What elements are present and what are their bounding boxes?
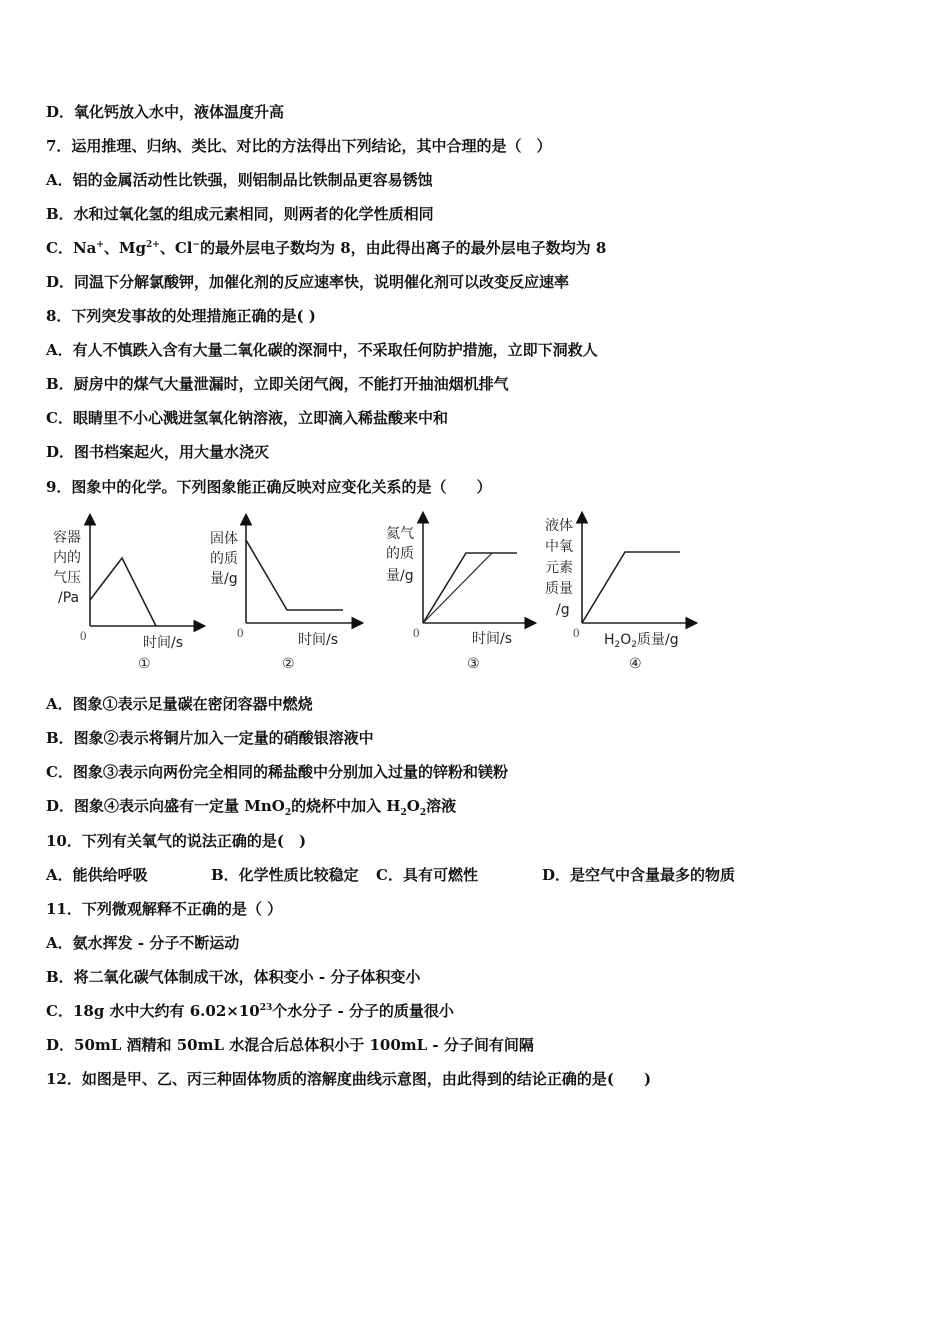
ylabel-line: 气压	[53, 570, 81, 586]
graph-1	[90, 516, 203, 626]
text: O	[406, 797, 420, 815]
graph-2	[246, 516, 361, 623]
q7-option-b: B．水和过氧化氢的组成元素相同，则两者的化学性质相同	[46, 205, 434, 223]
ylabel-line: 质量	[545, 581, 573, 597]
text: 个水分子 - 分子的质量很小	[272, 1002, 454, 1020]
graph-3	[423, 514, 534, 623]
text: C．Na	[46, 239, 97, 257]
ylabel-line: 的质	[386, 546, 414, 562]
subscript: 2	[419, 808, 427, 818]
question-10: 10．下列有关氧气的说法正确的是( )	[46, 832, 307, 850]
curve	[582, 552, 680, 623]
subscript: 2	[631, 640, 638, 650]
ylabel-line: 量/g	[210, 571, 238, 587]
q7-option-d: D．同温下分解氯酸钾，加催化剂的反应速率快，说明催化剂可以改变反应速率	[46, 273, 570, 291]
question-7: 7．运用推理、归纳、类比、对比的方法得出下列结论，其中合理的是（ ）	[46, 137, 552, 155]
q11-option-c	[46, 1001, 454, 1021]
question-11: 11．下列微观解释不正确的是（ ）	[46, 900, 283, 918]
q8-option-d: D．图书档案起火，用大量水浇灭	[46, 443, 270, 461]
text: 溶液	[426, 797, 457, 815]
caption: ④	[629, 656, 642, 672]
text: C．18g 水中大约有 6.02×10	[46, 1002, 260, 1020]
ylabel-line: 氦气	[386, 526, 414, 542]
q9-option-b: B．图象②表示将铜片加入一定量的硝酸银溶液中	[46, 729, 374, 747]
q9-option-c: C．图象③表示向两份完全相同的稀盐酸中分别加入过量的锌粉和镁粉	[46, 763, 508, 781]
ylabel-line: /g	[556, 602, 570, 618]
ylabel-line: 中氧	[545, 539, 573, 555]
xlabel: 时间/s	[143, 635, 184, 651]
q11-option-d: D．50mL 酒精和 50mL 水混合后总体积小于 100mL - 分子间有间隔	[46, 1036, 534, 1054]
q11-option-b: B．将二氧化碳气体制成干冰，体积变小 - 分子体积变小	[46, 968, 421, 986]
question-8: 8．下列突发事故的处理措施正确的是( )	[46, 307, 316, 325]
caption: ③	[467, 656, 480, 672]
curve-fast	[423, 553, 517, 623]
ylabel-line: 的质	[210, 551, 238, 567]
q8-option-b: B．厨房中的煤气大量泄漏时，立即关闭气阀，不能打开抽油烟机排气	[46, 375, 509, 393]
question-9: 9．图象中的化学。下列图象能正确反映对应变化关系的是（ ）	[46, 478, 492, 496]
superscript: 23	[259, 1003, 273, 1013]
curve	[90, 558, 156, 626]
ylabel-line: 容器	[53, 530, 81, 546]
q8-option-a: A．有人不慎跌入含有大量二氧化碳的深洞中，不采取任何防护措施，立即下洞救人	[46, 341, 598, 359]
text: 、Mg	[103, 239, 147, 257]
q10-option-a: A．能供给呼吸	[46, 866, 148, 884]
caption: ①	[138, 656, 151, 672]
ylabel-line: 元素	[545, 560, 573, 576]
ylabel-line: /Pa	[58, 590, 80, 606]
question-12: 12．如图是甲、乙、丙三种固体物质的溶解度曲线示意图，由此得到的结论正确的是( )	[46, 1070, 652, 1088]
origin-label: 0	[80, 628, 87, 643]
ylabel-line: 固体	[210, 531, 238, 547]
ylabel-line: 量/g	[386, 568, 414, 584]
origin-label: 0	[237, 625, 244, 640]
xlabel	[604, 632, 679, 650]
superscript: 2+	[146, 240, 160, 250]
q7-option-a: A．铝的金属活动性比铁强，则铝制品比铁制品更容易锈蚀	[46, 171, 433, 189]
q10-option-b: B．化学性质比较稳定	[211, 866, 359, 884]
text: H	[604, 632, 615, 648]
subscript: 2	[614, 640, 621, 650]
q10-option-c: C．具有可燃性	[376, 866, 478, 884]
caption: ②	[282, 656, 295, 672]
subscript: 2	[400, 808, 407, 818]
superscript: +	[96, 240, 104, 250]
superscript: −	[192, 240, 201, 250]
text: 的烧杯中加入 H	[291, 797, 401, 815]
q6-option-d: D．氧化钙放入水中，液体温度升高	[46, 103, 285, 121]
text: O	[620, 632, 632, 648]
text: 质量/g	[637, 632, 679, 648]
graph-4	[582, 514, 695, 623]
xlabel: 时间/s	[298, 632, 339, 648]
xlabel: 时间/s	[472, 631, 513, 647]
q10-option-d: D．是空气中含量最多的物质	[542, 866, 736, 884]
text: 、Cl	[159, 239, 193, 257]
q9-option-d	[46, 796, 456, 816]
q11-option-a: A．氨水挥发 - 分子不断运动	[46, 934, 240, 952]
q8-option-c: C．眼睛里不小心溅进氢氧化钠溶液，立即滴入稀盐酸来中和	[46, 409, 448, 427]
curve-slow	[423, 553, 492, 623]
text: D．图象④表示向盛有一定量 MnO	[46, 797, 285, 815]
origin-label: 0	[413, 625, 420, 640]
ylabel-line: 内的	[53, 550, 81, 566]
text: 的最外层电子数均为 8，由此得出离子的最外层电子数均为 8	[200, 239, 607, 257]
ylabel-line: 液体	[545, 518, 573, 534]
curve	[246, 540, 343, 610]
q9-option-a: A．图象①表示足量碳在密闭容器中燃烧	[46, 695, 313, 713]
subscript: 2	[284, 808, 292, 818]
origin-label: 0	[573, 625, 580, 640]
